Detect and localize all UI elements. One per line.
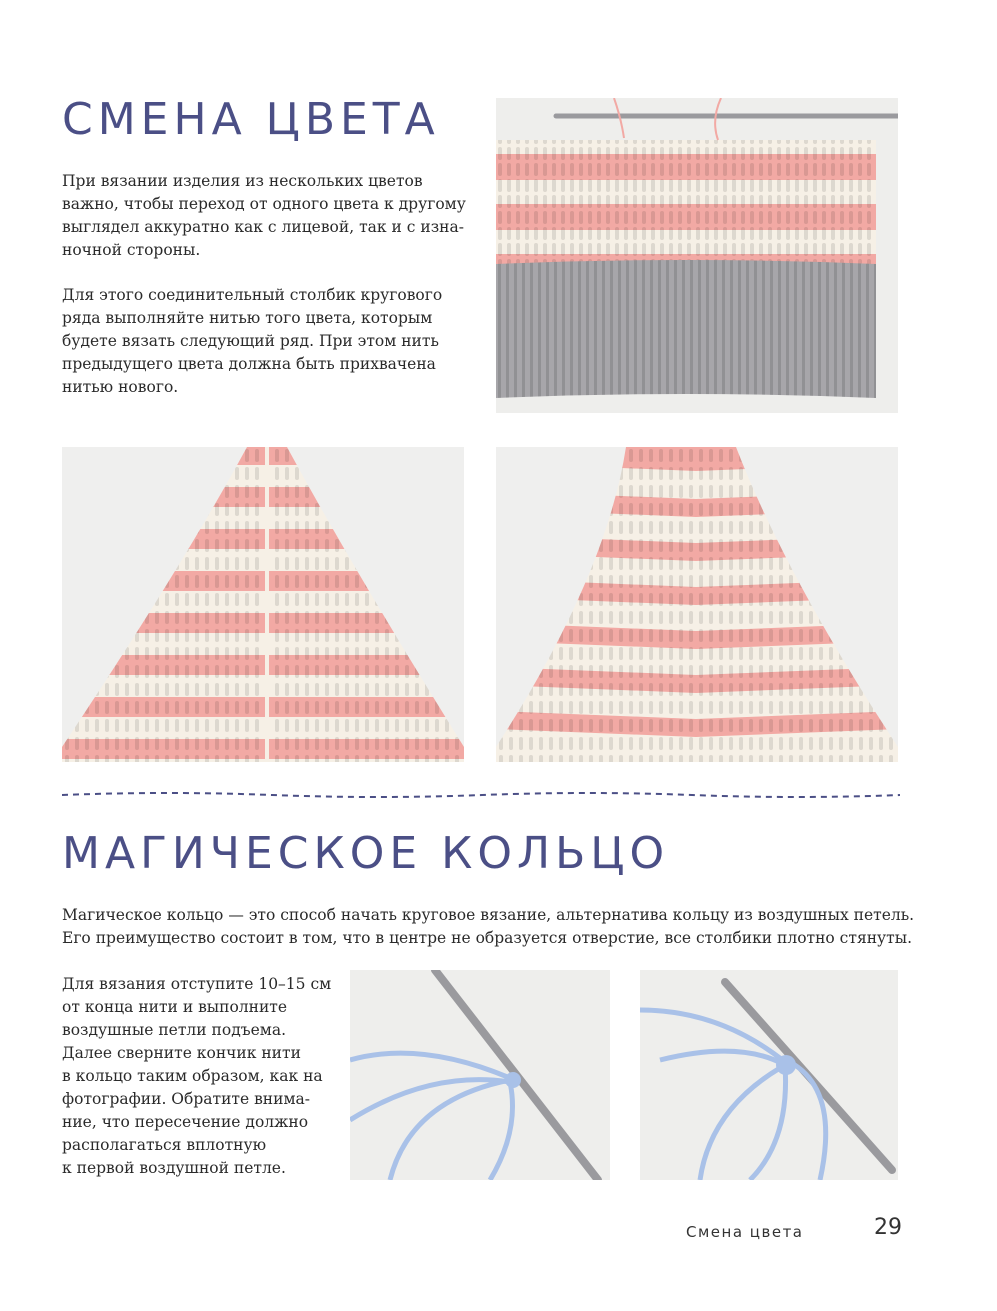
dashed-divider: [62, 788, 900, 802]
text-line: важно, чтобы переход от одного цвета к другому: [62, 195, 466, 213]
text-line: ряда выполняйте нитью того цвета, которым: [62, 309, 433, 327]
text-line: нитью нового.: [62, 378, 179, 396]
photo-striped-triangle-chevron: [496, 447, 898, 762]
text-line: располагаться вплотную: [62, 1136, 267, 1154]
page-number: 29: [874, 1215, 902, 1240]
text-line: Его преимущество состоит в том, что в центре не образуется отверстие, все столбики плотно стянуты.: [62, 929, 913, 947]
photo-magic-ring-step-1: [350, 970, 610, 1180]
magic-ring-intro: [62, 904, 915, 950]
text-line: Для вязания отступите 10–15 см: [62, 975, 332, 993]
text-line: воздушные петли подъема.: [62, 1021, 287, 1039]
text-line: от конца нити и выполните: [62, 998, 288, 1016]
photo-striped-tube-with-hook: [496, 98, 898, 413]
text-line: Далее сверните кончик нити: [62, 1044, 301, 1062]
magic-ring-instructions: [62, 973, 342, 1180]
text-line: в кольцо таким образом, как на: [62, 1067, 323, 1085]
text-line: будете вязать следующий ряд. При этом нить: [62, 332, 439, 350]
photo-striped-triangle-with-seam: [62, 447, 464, 762]
text-line: Для этого соединительный столбик кругового: [62, 286, 443, 304]
text-line: ночной стороны.: [62, 241, 201, 259]
footer-section-name: Смена цвета: [686, 1223, 804, 1241]
text-line: предыдущего цвета должна быть прихвачена: [62, 355, 436, 373]
text-line: к первой воздушной петле.: [62, 1159, 286, 1177]
photo-magic-ring-step-2: [640, 970, 898, 1180]
text-line: выглядел аккуратно как с лицевой, так и с изна-: [62, 218, 464, 236]
color-change-paragraph-2: [62, 284, 462, 399]
text-line: фотографии. Обратите внима-: [62, 1090, 311, 1108]
color-change-paragraph-1: [62, 170, 466, 262]
text-line: При вязании изделия из нескольких цветов: [62, 172, 423, 190]
section-title-color-change: СМЕНА ЦВЕТА: [62, 94, 440, 145]
text-line: Магическое кольцо — это способ начать круговое вязание, альтернатива кольцу из воздушных петель.: [62, 906, 915, 924]
section-title-magic-ring: МАГИЧЕСКОЕ КОЛЬЦО: [62, 828, 670, 879]
text-line: ние, что пересечение должно: [62, 1113, 309, 1131]
